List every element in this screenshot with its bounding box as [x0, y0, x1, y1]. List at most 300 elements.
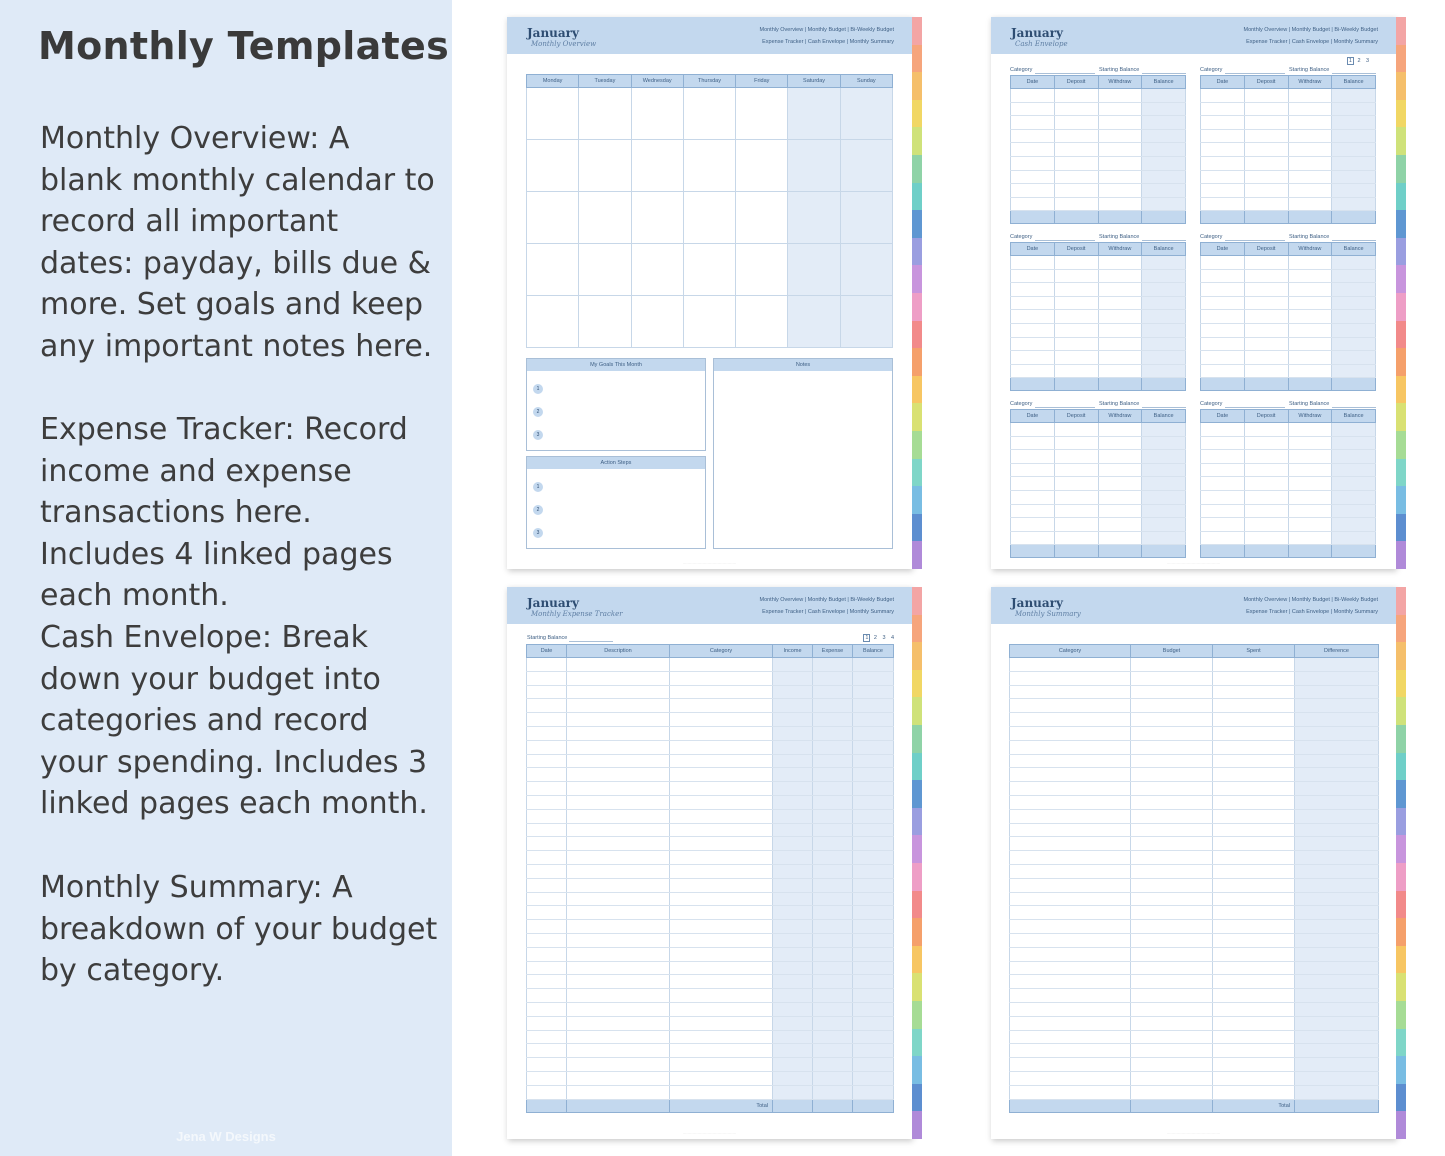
table-cell[interactable]: [1244, 156, 1288, 170]
table-cell[interactable]: [527, 920, 567, 934]
table-cell[interactable]: [1054, 143, 1098, 157]
table-cell[interactable]: [1201, 296, 1245, 310]
table-cell[interactable]: [853, 795, 894, 809]
table-cell[interactable]: [1010, 795, 1131, 809]
table-cell[interactable]: [670, 1030, 773, 1044]
table-cell[interactable]: [1142, 323, 1186, 337]
month-tab[interactable]: [1396, 321, 1406, 349]
month-tab[interactable]: [1396, 808, 1406, 836]
month-tab[interactable]: [1396, 946, 1406, 974]
page-link[interactable]: 3: [882, 635, 886, 641]
month-tab[interactable]: [912, 486, 922, 514]
table-cell[interactable]: [527, 671, 567, 685]
table-cell[interactable]: [1142, 102, 1186, 116]
table-cell[interactable]: [527, 947, 567, 961]
month-tab[interactable]: [1396, 486, 1406, 514]
table-cell[interactable]: [1295, 1085, 1379, 1099]
month-tab[interactable]: [1396, 642, 1406, 670]
table-cell[interactable]: [527, 975, 567, 989]
table-cell[interactable]: [1142, 518, 1186, 532]
table-cell[interactable]: [853, 699, 894, 713]
calendar-day-cell[interactable]: [631, 88, 683, 140]
table-cell[interactable]: [1098, 310, 1142, 324]
table-cell[interactable]: [1295, 920, 1379, 934]
table-cell[interactable]: [813, 671, 853, 685]
starting-balance-field[interactable]: [1332, 407, 1376, 408]
table-cell[interactable]: [527, 713, 567, 727]
table-cell[interactable]: [1201, 129, 1245, 143]
table-cell[interactable]: [1142, 463, 1186, 477]
table-cell[interactable]: [1098, 156, 1142, 170]
table-cell[interactable]: [1201, 310, 1245, 324]
table-cell[interactable]: [1244, 197, 1288, 211]
table-cell[interactable]: [1054, 116, 1098, 130]
table-cell[interactable]: [1098, 323, 1142, 337]
table-cell[interactable]: [773, 809, 813, 823]
month-tab[interactable]: [1396, 17, 1406, 45]
calendar-day-cell[interactable]: [683, 296, 735, 348]
table-cell[interactable]: [1142, 364, 1186, 378]
table-cell[interactable]: [1098, 531, 1142, 545]
month-tab[interactable]: [1396, 863, 1406, 891]
calendar-day-cell[interactable]: [736, 296, 788, 348]
table-cell[interactable]: [853, 726, 894, 740]
table-cell[interactable]: [1142, 269, 1186, 283]
table-cell[interactable]: [853, 878, 894, 892]
table-cell[interactable]: [670, 1002, 773, 1016]
month-tab[interactable]: [1396, 376, 1406, 404]
table-cell[interactable]: [1332, 116, 1376, 130]
table-cell[interactable]: [1332, 351, 1376, 365]
table-cell[interactable]: [813, 1044, 853, 1058]
table-cell[interactable]: [1010, 740, 1131, 754]
table-cell[interactable]: [670, 1071, 773, 1085]
table-cell[interactable]: [1010, 823, 1131, 837]
table-cell[interactable]: [1244, 129, 1288, 143]
table-cell[interactable]: [1131, 933, 1213, 947]
table-cell[interactable]: [813, 782, 853, 796]
page-link[interactable]: 1: [1348, 58, 1352, 64]
table-cell[interactable]: [1011, 256, 1055, 270]
table-cell[interactable]: [773, 1058, 813, 1072]
month-tab[interactable]: [1396, 514, 1406, 542]
month-tab[interactable]: [912, 238, 922, 266]
table-cell[interactable]: [567, 1016, 670, 1030]
table-cell[interactable]: [1332, 436, 1376, 450]
table-cell[interactable]: [527, 726, 567, 740]
table-cell[interactable]: [1213, 864, 1295, 878]
table-cell[interactable]: [853, 754, 894, 768]
table-cell[interactable]: [1213, 782, 1295, 796]
table-cell[interactable]: [670, 947, 773, 961]
table-cell[interactable]: [1011, 296, 1055, 310]
table-cell[interactable]: [773, 754, 813, 768]
month-tab[interactable]: [1396, 155, 1406, 183]
table-cell[interactable]: [1131, 837, 1213, 851]
table-cell[interactable]: [1098, 116, 1142, 130]
table-cell[interactable]: [1010, 1030, 1131, 1044]
month-tab[interactable]: [1396, 780, 1406, 808]
table-cell[interactable]: [853, 658, 894, 672]
table-cell[interactable]: [1142, 450, 1186, 464]
calendar-day-cell[interactable]: [579, 192, 631, 244]
table-cell[interactable]: [1054, 518, 1098, 532]
table-cell[interactable]: [813, 754, 853, 768]
month-tab[interactable]: [912, 1084, 922, 1112]
table-cell[interactable]: [1295, 851, 1379, 865]
table-cell[interactable]: [1213, 671, 1295, 685]
month-tab[interactable]: [912, 1001, 922, 1029]
total-cell[interactable]: [1295, 1099, 1379, 1112]
table-cell[interactable]: [1011, 364, 1055, 378]
table-cell[interactable]: [1131, 782, 1213, 796]
table-cell[interactable]: [1244, 170, 1288, 184]
page-link[interactable]: 2: [873, 635, 877, 641]
table-cell[interactable]: [1142, 184, 1186, 198]
calendar-day-cell[interactable]: [736, 244, 788, 296]
month-tab[interactable]: [1396, 183, 1406, 211]
table-cell[interactable]: [813, 878, 853, 892]
table-cell[interactable]: [1010, 933, 1131, 947]
table-cell[interactable]: [527, 1016, 567, 1030]
month-tab[interactable]: [912, 100, 922, 128]
table-cell[interactable]: [1332, 102, 1376, 116]
table-cell[interactable]: [567, 671, 670, 685]
table-cell[interactable]: [1295, 1016, 1379, 1030]
table-cell[interactable]: [1332, 269, 1376, 283]
table-cell[interactable]: [527, 878, 567, 892]
table-cell[interactable]: [1098, 89, 1142, 103]
table-cell[interactable]: [527, 699, 567, 713]
month-tab[interactable]: [912, 946, 922, 974]
table-cell[interactable]: [1201, 463, 1245, 477]
table-cell[interactable]: [1288, 156, 1332, 170]
month-tab[interactable]: [912, 697, 922, 725]
table-cell[interactable]: [1011, 531, 1055, 545]
calendar-day-cell[interactable]: [683, 140, 735, 192]
nav-links-row2[interactable]: Expense Tracker | Cash Envelope | Monthly Summary: [762, 609, 894, 615]
table-cell[interactable]: [1011, 310, 1055, 324]
table-cell[interactable]: [1332, 296, 1376, 310]
table-cell[interactable]: [670, 933, 773, 947]
month-tab[interactable]: [1396, 459, 1406, 487]
table-cell[interactable]: [1213, 975, 1295, 989]
table-cell[interactable]: [567, 740, 670, 754]
table-cell[interactable]: [1011, 323, 1055, 337]
table-cell[interactable]: [1010, 906, 1131, 920]
table-cell[interactable]: [1098, 256, 1142, 270]
table-cell[interactable]: [853, 740, 894, 754]
category-field[interactable]: [1225, 240, 1285, 241]
table-cell[interactable]: [853, 933, 894, 947]
table-cell[interactable]: [670, 658, 773, 672]
table-cell[interactable]: [773, 1071, 813, 1085]
table-cell[interactable]: [1011, 283, 1055, 297]
table-cell[interactable]: [1201, 89, 1245, 103]
month-tab[interactable]: [912, 973, 922, 1001]
table-cell[interactable]: [1098, 197, 1142, 211]
table-cell[interactable]: [853, 975, 894, 989]
table-cell[interactable]: [1201, 337, 1245, 351]
table-cell[interactable]: [1201, 436, 1245, 450]
table-cell[interactable]: [527, 906, 567, 920]
table-cell[interactable]: [1288, 129, 1332, 143]
calendar-day-cell[interactable]: [683, 192, 735, 244]
month-tab[interactable]: [912, 45, 922, 73]
table-cell[interactable]: [567, 823, 670, 837]
table-cell[interactable]: [1213, 1058, 1295, 1072]
table-cell[interactable]: [1098, 184, 1142, 198]
calendar-day-cell[interactable]: [527, 244, 579, 296]
table-cell[interactable]: [1332, 143, 1376, 157]
month-tab[interactable]: [1396, 541, 1406, 569]
table-cell[interactable]: [527, 795, 567, 809]
table-cell[interactable]: [773, 975, 813, 989]
table-cell[interactable]: [1332, 156, 1376, 170]
table-cell[interactable]: [773, 671, 813, 685]
table-cell[interactable]: [853, 906, 894, 920]
table-cell[interactable]: [1010, 920, 1131, 934]
table-cell[interactable]: [1011, 490, 1055, 504]
table-cell[interactable]: [1142, 129, 1186, 143]
table-cell[interactable]: [813, 795, 853, 809]
table-cell[interactable]: [1010, 961, 1131, 975]
page-link[interactable]: 4: [890, 635, 895, 641]
table-cell[interactable]: [1332, 170, 1376, 184]
table-cell[interactable]: [1054, 184, 1098, 198]
table-cell[interactable]: [813, 989, 853, 1003]
table-cell[interactable]: [1244, 337, 1288, 351]
table-cell[interactable]: [1010, 837, 1131, 851]
table-cell[interactable]: [1213, 906, 1295, 920]
calendar-day-cell[interactable]: [579, 296, 631, 348]
table-cell[interactable]: [1011, 143, 1055, 157]
table-cell[interactable]: [1098, 170, 1142, 184]
table-cell[interactable]: [1295, 671, 1379, 685]
table-cell[interactable]: [527, 685, 567, 699]
table-cell[interactable]: [1295, 837, 1379, 851]
table-cell[interactable]: [773, 713, 813, 727]
calendar-day-cell[interactable]: [788, 192, 840, 244]
table-cell[interactable]: [1054, 337, 1098, 351]
table-cell[interactable]: [567, 795, 670, 809]
table-cell[interactable]: [1142, 504, 1186, 518]
table-cell[interactable]: [1244, 269, 1288, 283]
table-cell[interactable]: [853, 1058, 894, 1072]
table-cell[interactable]: [813, 961, 853, 975]
table-cell[interactable]: [1213, 823, 1295, 837]
table-cell[interactable]: [1010, 1058, 1131, 1072]
table-cell[interactable]: [1201, 323, 1245, 337]
table-cell[interactable]: [527, 782, 567, 796]
table-cell[interactable]: [1288, 504, 1332, 518]
table-cell[interactable]: [1332, 518, 1376, 532]
table-cell[interactable]: [670, 823, 773, 837]
nav-links-row1[interactable]: Monthly Overview | Monthly Budget | Bi-Weekly Budget: [1243, 27, 1378, 33]
table-cell[interactable]: [567, 851, 670, 865]
category-field[interactable]: [1035, 240, 1095, 241]
table-cell[interactable]: [1295, 1058, 1379, 1072]
table-cell[interactable]: [527, 864, 567, 878]
table-cell[interactable]: [527, 1058, 567, 1072]
table-cell[interactable]: [1288, 450, 1332, 464]
table-cell[interactable]: [853, 1030, 894, 1044]
table-cell[interactable]: [1011, 436, 1055, 450]
table-cell[interactable]: [1295, 699, 1379, 713]
table-cell[interactable]: [773, 892, 813, 906]
table-cell[interactable]: [1295, 782, 1379, 796]
table-cell[interactable]: [813, 1085, 853, 1099]
starting-balance-field[interactable]: [1142, 407, 1186, 408]
table-cell[interactable]: [853, 961, 894, 975]
table-cell[interactable]: [1142, 197, 1186, 211]
table-cell[interactable]: [567, 782, 670, 796]
table-cell[interactable]: [1201, 364, 1245, 378]
table-cell[interactable]: [1244, 256, 1288, 270]
table-cell[interactable]: [1288, 184, 1332, 198]
table-cell[interactable]: [670, 685, 773, 699]
calendar-day-cell[interactable]: [840, 296, 892, 348]
table-cell[interactable]: [567, 933, 670, 947]
table-cell[interactable]: [567, 726, 670, 740]
table-cell[interactable]: [773, 851, 813, 865]
table-cell[interactable]: [773, 726, 813, 740]
month-tab[interactable]: [1396, 210, 1406, 238]
starting-balance-field[interactable]: [1332, 73, 1376, 74]
month-tab[interactable]: [912, 514, 922, 542]
table-cell[interactable]: [567, 906, 670, 920]
table-cell[interactable]: [813, 1002, 853, 1016]
table-cell[interactable]: [1288, 351, 1332, 365]
table-cell[interactable]: [1201, 490, 1245, 504]
table-cell[interactable]: [813, 851, 853, 865]
table-cell[interactable]: [1054, 170, 1098, 184]
table-cell[interactable]: [1295, 658, 1379, 672]
table-cell[interactable]: [1288, 531, 1332, 545]
table-cell[interactable]: [773, 658, 813, 672]
month-tab[interactable]: [912, 541, 922, 569]
nav-links-row1[interactable]: Monthly Overview | Monthly Budget | Bi-Weekly Budget: [1243, 597, 1378, 603]
table-cell[interactable]: [1201, 143, 1245, 157]
table-cell[interactable]: [773, 795, 813, 809]
month-tab[interactable]: [1396, 1084, 1406, 1112]
table-cell[interactable]: [1288, 283, 1332, 297]
table-cell[interactable]: [1054, 477, 1098, 491]
table-cell[interactable]: [1010, 851, 1131, 865]
table-cell[interactable]: [1098, 463, 1142, 477]
table-cell[interactable]: [1098, 296, 1142, 310]
month-tab[interactable]: [912, 615, 922, 643]
table-cell[interactable]: [1131, 685, 1213, 699]
nav-links-row1[interactable]: Monthly Overview | Monthly Budget | Bi-Weekly Budget: [759, 27, 894, 33]
table-cell[interactable]: [527, 837, 567, 851]
table-cell[interactable]: [1131, 1071, 1213, 1085]
table-cell[interactable]: [853, 851, 894, 865]
table-cell[interactable]: [1213, 961, 1295, 975]
table-cell[interactable]: [1332, 477, 1376, 491]
table-cell[interactable]: [1213, 1044, 1295, 1058]
table-cell[interactable]: [1010, 878, 1131, 892]
table-cell[interactable]: [1131, 864, 1213, 878]
table-cell[interactable]: [813, 892, 853, 906]
table-cell[interactable]: [1131, 1085, 1213, 1099]
category-field[interactable]: [1225, 407, 1285, 408]
month-tab[interactable]: [912, 918, 922, 946]
table-cell[interactable]: [670, 864, 773, 878]
month-tab[interactable]: [1396, 1056, 1406, 1084]
table-cell[interactable]: [1295, 989, 1379, 1003]
table-cell[interactable]: [1288, 364, 1332, 378]
table-cell[interactable]: [813, 933, 853, 947]
month-tab[interactable]: [1396, 835, 1406, 863]
table-cell[interactable]: [773, 961, 813, 975]
table-cell[interactable]: [773, 878, 813, 892]
table-cell[interactable]: [1011, 116, 1055, 130]
table-cell[interactable]: [1011, 504, 1055, 518]
table-cell[interactable]: [1201, 156, 1245, 170]
table-cell[interactable]: [853, 1044, 894, 1058]
month-tab[interactable]: [1396, 725, 1406, 753]
table-cell[interactable]: [567, 947, 670, 961]
table-cell[interactable]: [567, 713, 670, 727]
table-cell[interactable]: [853, 713, 894, 727]
table-cell[interactable]: [1201, 504, 1245, 518]
table-cell[interactable]: [1213, 768, 1295, 782]
table-cell[interactable]: [1131, 1058, 1213, 1072]
calendar-day-cell[interactable]: [579, 244, 631, 296]
table-cell[interactable]: [1213, 740, 1295, 754]
month-tab[interactable]: [912, 753, 922, 781]
table-cell[interactable]: [1011, 170, 1055, 184]
table-cell[interactable]: [670, 754, 773, 768]
table-cell[interactable]: [1010, 1002, 1131, 1016]
table-cell[interactable]: [813, 947, 853, 961]
table-cell[interactable]: [1054, 323, 1098, 337]
table-cell[interactable]: [1054, 423, 1098, 437]
table-cell[interactable]: [670, 1044, 773, 1058]
table-cell[interactable]: [1332, 463, 1376, 477]
table-cell[interactable]: [1288, 116, 1332, 130]
table-cell[interactable]: [1054, 197, 1098, 211]
table-cell[interactable]: [1244, 531, 1288, 545]
table-cell[interactable]: [1010, 809, 1131, 823]
month-tab[interactable]: [1396, 670, 1406, 698]
total-cell[interactable]: [853, 1099, 894, 1112]
table-cell[interactable]: [1010, 1085, 1131, 1099]
table-cell[interactable]: [1288, 89, 1332, 103]
table-cell[interactable]: [1213, 1016, 1295, 1030]
month-tab[interactable]: [912, 780, 922, 808]
table-cell[interactable]: [567, 989, 670, 1003]
table-cell[interactable]: [1131, 809, 1213, 823]
table-cell[interactable]: [1201, 256, 1245, 270]
table-cell[interactable]: [1295, 740, 1379, 754]
table-cell[interactable]: [853, 864, 894, 878]
month-tab[interactable]: [1396, 1001, 1406, 1029]
table-cell[interactable]: [1010, 864, 1131, 878]
calendar-day-cell[interactable]: [631, 192, 683, 244]
table-cell[interactable]: [1131, 1016, 1213, 1030]
month-tab[interactable]: [1396, 1029, 1406, 1057]
table-cell[interactable]: [567, 1030, 670, 1044]
table-cell[interactable]: [1010, 726, 1131, 740]
table-cell[interactable]: [1213, 1071, 1295, 1085]
table-cell[interactable]: [773, 768, 813, 782]
table-cell[interactable]: [1142, 116, 1186, 130]
page-link[interactable]: 2: [1357, 58, 1361, 64]
nav-links-row1[interactable]: Monthly Overview | Monthly Budget | Bi-Weekly Budget: [759, 597, 894, 603]
table-cell[interactable]: [1142, 423, 1186, 437]
